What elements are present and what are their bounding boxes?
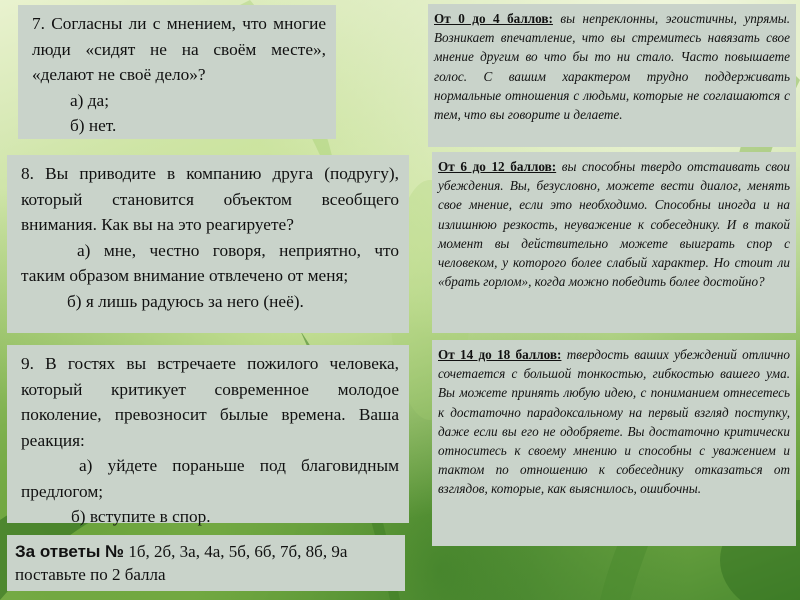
question-8-option-b: б) я лишь радуюсь за него (неё).	[67, 291, 304, 311]
result-0-4	[428, 4, 796, 147]
question-7-option-a: а) да;	[70, 90, 110, 110]
result-0-4-text: вы непреклонны, эгоистичны, упрямы. Возникает впечатление, что вы стремитесь навязать свое мнение другим во что бы то ни стало. Часто повышаете голос. С вашим характером трудно поддерживать нормальные отношения с людьми, которые не соглашаются с тем, что вы говорите и делаете.	[434, 11, 790, 123]
scoring-summary	[7, 535, 405, 591]
question-8-text: 8. Вы приводите в компанию друга (подругу), который становится объектом всеобщего внимания. Как вы на это реагируете?	[21, 164, 399, 234]
question-7-text: 7. Согласны ли с мнением, что многие люди «сидят не на своём месте», «делают не своё дело»?	[32, 14, 326, 84]
question-9-option-b: б) вступите в спор.	[71, 507, 211, 526]
scoring-summary-bold: За ответы №	[15, 542, 125, 561]
scoring-summary-text: 1б, 2б, 3а, 4а, 5б, 6б, 7б, 8б, 9а поставьте по 2 балла	[15, 542, 348, 584]
question-7-card	[18, 5, 336, 139]
result-0-4-heading: От 0 до 4 баллов:	[434, 11, 553, 26]
result-14-18-text: твердость ваших убеждений отлично сочетается с большой тонкостью, гибкостью вашего ума. Вы можете принять любую идею, с пониманием отнесетесь к достаточно парадоксальному на первый взгляд поступку, даже если вы его не одобряете. Вы достаточно критически относитесь к своему мнению и способны с уважением и тактом по отношению к собеседнику отказаться от взглядов, которые, как выяснилось, ошибочны.	[438, 347, 790, 497]
result-14-18	[432, 340, 796, 546]
question-7-option-b: б) нет.	[70, 116, 117, 135]
question-9-option-a: а) уйдете пораньше под благовидным предлогом;	[21, 456, 399, 501]
result-6-12-heading: От 6 до 12 баллов:	[438, 159, 557, 174]
result-6-12-text: вы способны твердо отстаивать свои убеждения. Вы, безусловно, можете вести диалог, менять свое мнение, если это необходимо. Способны иногда и на излишнюю резкость, неуважение к собеседнику. И в такой момент вы действительно можете выиграть спор с человеком, у которого более слабый характер. Но стоит ли «брать горлом», когда можно победить более достойно?	[438, 159, 790, 290]
question-8-option-a: а) мне, честно говоря, неприятно, что таким образом внимание отвлечено от меня;	[21, 240, 399, 285]
question-9-text: 9. В гостях вы встречаете пожилого человека, который критикует современное молодое поколение, превозносит былые времена. Ваша реакция:	[21, 354, 399, 450]
result-14-18-heading: От 14 до 18 баллов:	[438, 347, 562, 362]
result-6-12	[432, 152, 796, 333]
question-8-card	[7, 155, 409, 333]
question-9-card	[7, 345, 409, 526]
